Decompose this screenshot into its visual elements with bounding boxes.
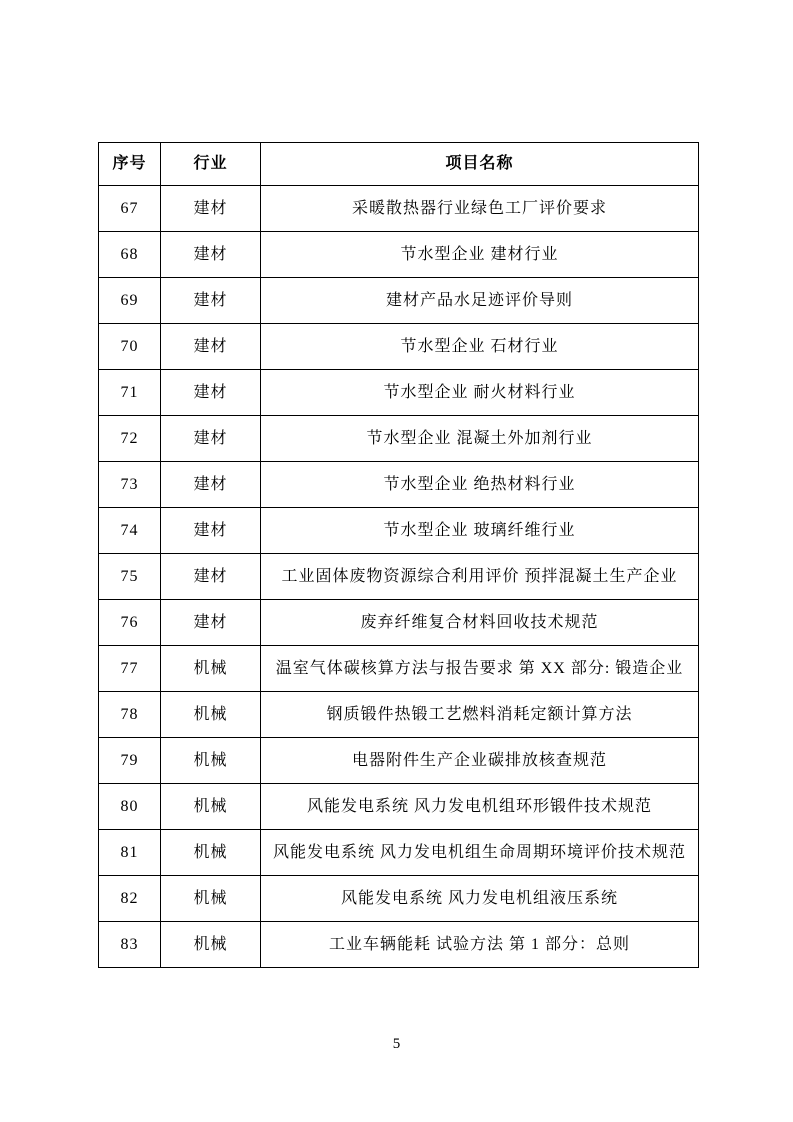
serial-cell: 76 [99,600,161,646]
project-name-cell: 风能发电系统 风力发电机组环形锻件技术规范 [261,784,699,830]
project-name-cell: 风能发电系统 风力发电机组生命周期环境评价技术规范 [261,830,699,876]
industry-cell: 建材 [161,416,261,462]
serial-cell: 68 [99,232,161,278]
table-body [99,186,699,968]
table-row [99,278,699,324]
project-name-cell: 节水型企业 耐火材料行业 [261,370,699,416]
project-name-cell: 节水型企业 石材行业 [261,324,699,370]
table-row [99,600,699,646]
project-name-cell: 废弃纤维复合材料回收技术规范 [261,600,699,646]
serial-cell: 78 [99,692,161,738]
table-row [99,830,699,876]
serial-cell: 67 [99,186,161,232]
table-row [99,232,699,278]
table-header-row [99,143,699,186]
serial-cell: 83 [99,922,161,968]
project-name-cell: 节水型企业 混凝土外加剂行业 [261,416,699,462]
industry-cell: 建材 [161,508,261,554]
project-name-cell: 采暖散热器行业绿色工厂评价要求 [261,186,699,232]
serial-cell: 72 [99,416,161,462]
table-row [99,186,699,232]
table-row [99,692,699,738]
table-row [99,370,699,416]
project-name-cell: 节水型企业 绝热材料行业 [261,462,699,508]
serial-cell: 80 [99,784,161,830]
table-row [99,508,699,554]
project-name-cell: 节水型企业 玻璃纤维行业 [261,508,699,554]
table-row [99,646,699,692]
table-row [99,462,699,508]
industry-cell: 机械 [161,784,261,830]
table-row [99,324,699,370]
serial-cell: 81 [99,830,161,876]
project-name-cell: 建材产品水足迹评价导则 [261,278,699,324]
table-row [99,784,699,830]
serial-cell: 77 [99,646,161,692]
serial-cell: 69 [99,278,161,324]
project-name-cell: 节水型企业 建材行业 [261,232,699,278]
industry-cell: 机械 [161,646,261,692]
serial-cell: 75 [99,554,161,600]
serial-cell: 79 [99,738,161,784]
project-name-cell: 工业车辆能耗 试验方法 第 1 部分：总则 [261,922,699,968]
project-name-cell: 温室气体碳核算方法与报告要求 第 XX 部分: 锻造企业 [261,646,699,692]
serial-cell: 74 [99,508,161,554]
page-number: 5 [392,1036,401,1052]
table-row [99,922,699,968]
project-name-cell: 电器附件生产企业碳排放核查规范 [261,738,699,784]
serial-cell: 71 [99,370,161,416]
industry-cell: 机械 [161,830,261,876]
industry-cell: 建材 [161,600,261,646]
serial-cell: 82 [99,876,161,922]
industry-cell: 建材 [161,462,261,508]
column-header-serial: 序号 [99,143,161,186]
serial-cell: 70 [99,324,161,370]
industry-cell: 建材 [161,324,261,370]
industry-cell: 建材 [161,554,261,600]
column-header-industry: 行业 [161,143,261,186]
industry-cell: 建材 [161,370,261,416]
serial-cell: 73 [99,462,161,508]
industry-cell: 建材 [161,186,261,232]
standards-table [98,142,699,968]
table-row [99,738,699,784]
industry-cell: 建材 [161,278,261,324]
table-row [99,416,699,462]
project-name-cell: 钢质锻件热锻工艺燃料消耗定额计算方法 [261,692,699,738]
table-row [99,876,699,922]
project-name-cell: 工业固体废物资源综合利用评价 预拌混凝土生产企业 [261,554,699,600]
industry-cell: 机械 [161,876,261,922]
industry-cell: 建材 [161,232,261,278]
industry-cell: 机械 [161,922,261,968]
industry-cell: 机械 [161,738,261,784]
table-row [99,554,699,600]
industry-cell: 机械 [161,692,261,738]
column-header-project-name: 项目名称 [261,143,699,186]
project-name-cell: 风能发电系统 风力发电机组液压系统 [261,876,699,922]
